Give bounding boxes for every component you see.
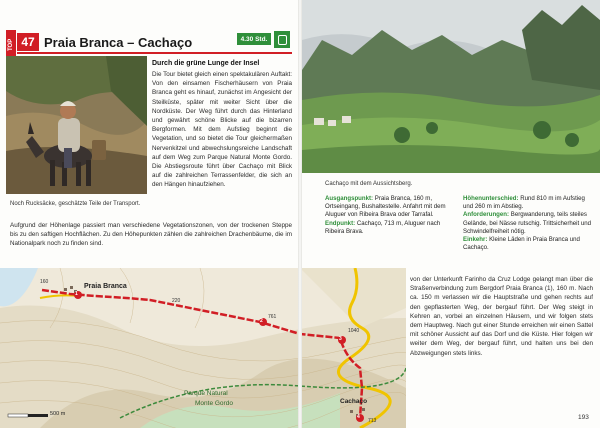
elevation-label: 713 [368, 418, 377, 424]
waypoint-3: 3 [339, 336, 342, 342]
donkey-rider-photo [6, 56, 147, 194]
elevation-label: 220 [172, 298, 181, 304]
height-text: Rund 810 m im Aufstieg und 260 m im Abstieg. [463, 195, 585, 211]
waypoint-1: 1 [75, 291, 78, 297]
duration-badge: 4.30 Std. [237, 33, 271, 45]
header-rule [17, 52, 292, 54]
page-number: 193 [578, 414, 589, 421]
end-label: Endpunkt: [325, 219, 356, 227]
requirements-label: Anforderungen: [463, 211, 510, 219]
right-photo-caption: Cachaço mit dem Aussichtsberg. [325, 181, 413, 187]
waypoint-4: 4 [357, 414, 360, 420]
tour-number: 47 [17, 33, 39, 51]
elevation-label: 160 [40, 279, 49, 285]
left-photo-caption: Noch Rucksäcke, geschätzte Teile der Transport. [10, 201, 141, 207]
refreshments-label: Einkehr: [463, 236, 488, 244]
intro-lead: Durch die grüne Lunge der Insel [152, 60, 260, 67]
route-map [0, 268, 406, 428]
intro-paragraph-2: Aufgrund der Höhenlage passiert man verschiedene Vegetationszonen, von der trockenen Steppe bis zu den saftigen Hochflächen. Zu den Höhepunkten zählen die zahlreichen Drachenbäume, die im Nationalpark noch zu finden sind. [10, 222, 292, 248]
mountain-landscape-photo [302, 0, 600, 173]
elevation-label: 1040 [348, 328, 360, 334]
requirements-text: Bergwanderung, teils steiles Gelände, bei Nässe rutschig. Trittsicherheit und Schwindelfreiheit nötig. [463, 211, 592, 235]
top-tab: TOP [6, 30, 16, 60]
info-block-right [463, 195, 594, 252]
info-block-left [325, 195, 457, 236]
refreshments-text: Kleine Läden in Praia Branca und Cachaço. [463, 236, 580, 252]
map-label-park-2: Monte Gordo [195, 400, 233, 407]
height-label: Höhenunterschied: [463, 195, 519, 202]
map-scale-label: 500 m [50, 411, 66, 417]
elevation-label: 761 [268, 314, 277, 320]
start-label: Ausgangspunkt: [325, 195, 374, 202]
start-text: Praia Branca, 160 m, Ortseingang, Bushaltestelle. Anfahrt mit dem Aluguer von Ribeira Brava oder Tarrafal. [325, 195, 446, 219]
map-label-praia-branca: Praia Branca [84, 283, 127, 290]
route-description: von der Unterkunft Farinho da Cruz Lodge gelangt man über die Straßenverbindung zum Bergdorf Praia Branca (1), 160 m. Nach ca. 150 m verlassen wir die Hauptstraße und gehen rechts auf den gepflasterten Weg, der bergauf führt. Der Weg steigt in Kehren an, vorbei an einzelnen Häusern, und wir folgen stets dem Hauptweg. Nach gut einer Stunde erreichen wir einen Sattel mit schöner Aussicht auf das Dorf und die Küste. Hier folgen wir weiter dem Weg, der bergauf führt, und halten uns bei den Abzweigungen stets links. [410, 276, 593, 357]
waypoint-2: 2 [260, 318, 263, 324]
end-text: Cachaço, 713 m, Aluguer nach Ribeira Brava. [325, 219, 441, 235]
intro-paragraph-1: Die Tour bietet gleich einen spektakulären Auftakt: Von den einsamen Fischerhäusern von Praia Branca geht es hinauf, zunächst im Angesicht der Steilküste, später mit weiter Sicht über die Nordküste. Der Weg führt durch das Hinterland und gewährt schöne Blicke auf die bizarren Bergformen. Mit dem Aufstieg beginnt die Vegetation, und so bietet die Tour gleichermaßen Nervenkitzel und abwechslungsreiche Landschaft auf dem Weg zum Parque Natural Monte Gordo. Die Abstiegsroute führt über Cachaço mit Blick auf die zahlreichen Terrassenfelder, die sich an den Hängen hinaufziehen. [152, 71, 292, 189]
map-label-park-1: Parque Natural [184, 390, 228, 397]
bus-icon [274, 31, 290, 48]
map-label-cachaco: Cachaço [340, 398, 368, 405]
tour-title: Praia Branca – Cachaço [44, 35, 193, 50]
